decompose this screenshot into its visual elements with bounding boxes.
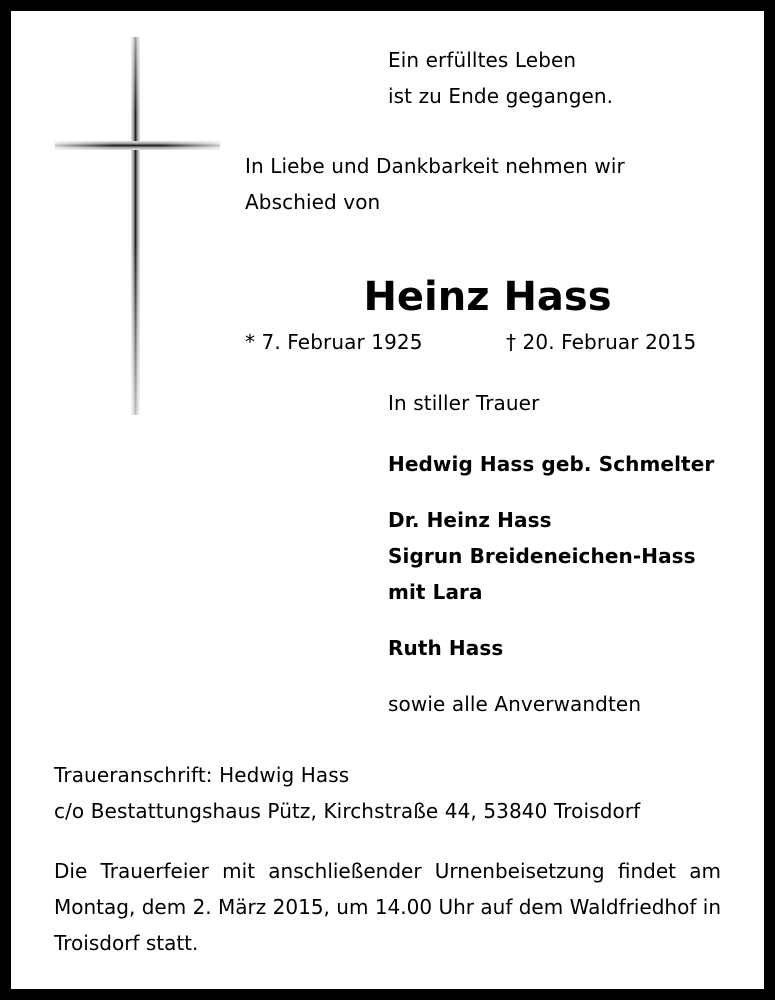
mourner-family-1-line-1: Dr. Heinz Hass <box>388 508 552 532</box>
mourner-relatives: sowie alle Anverwandten <box>388 692 642 716</box>
motto-line-1: Ein erfülltes Leben <box>388 48 577 72</box>
motto-line-2: ist zu Ende gegangen. <box>388 84 614 108</box>
mourner-spouse: Hedwig Hass geb. Schmelter <box>388 452 715 476</box>
mourner-family-1-line-2: Sigrun Breideneichen-Hass <box>388 544 696 568</box>
cross-vertical-beam <box>131 37 140 415</box>
mourning-heading: In stiller Trauer <box>388 391 540 415</box>
cross-horizontal-beam <box>55 141 220 150</box>
mourner-family-2: Ruth Hass <box>388 636 504 660</box>
intro-line-2: Abschied von <box>245 190 381 214</box>
mourner-family-1-line-3: mit Lara <box>388 580 483 604</box>
address-line-2: c/o Bestattungshaus Pütz, Kirchstraße 44, 53840 Troisdorf <box>54 799 641 823</box>
birth-date: * 7. Februar 1925 <box>245 330 423 354</box>
ceremony-text: Die Trauerfeier mit anschließender Urnenbeisetzung findet am Montag, dem 2. März 2015, um 14.00 Uhr auf dem Waldfriedhof in Troisdorf statt. <box>54 859 721 955</box>
deceased-name: Heinz Hass <box>363 274 612 320</box>
intro-line-1: In Liebe und Dankbarkeit nehmen wir <box>245 154 625 178</box>
address-line-1: Traueranschrift: Hedwig Hass <box>54 763 350 787</box>
death-date: † 20. Februar 2015 <box>506 330 697 354</box>
